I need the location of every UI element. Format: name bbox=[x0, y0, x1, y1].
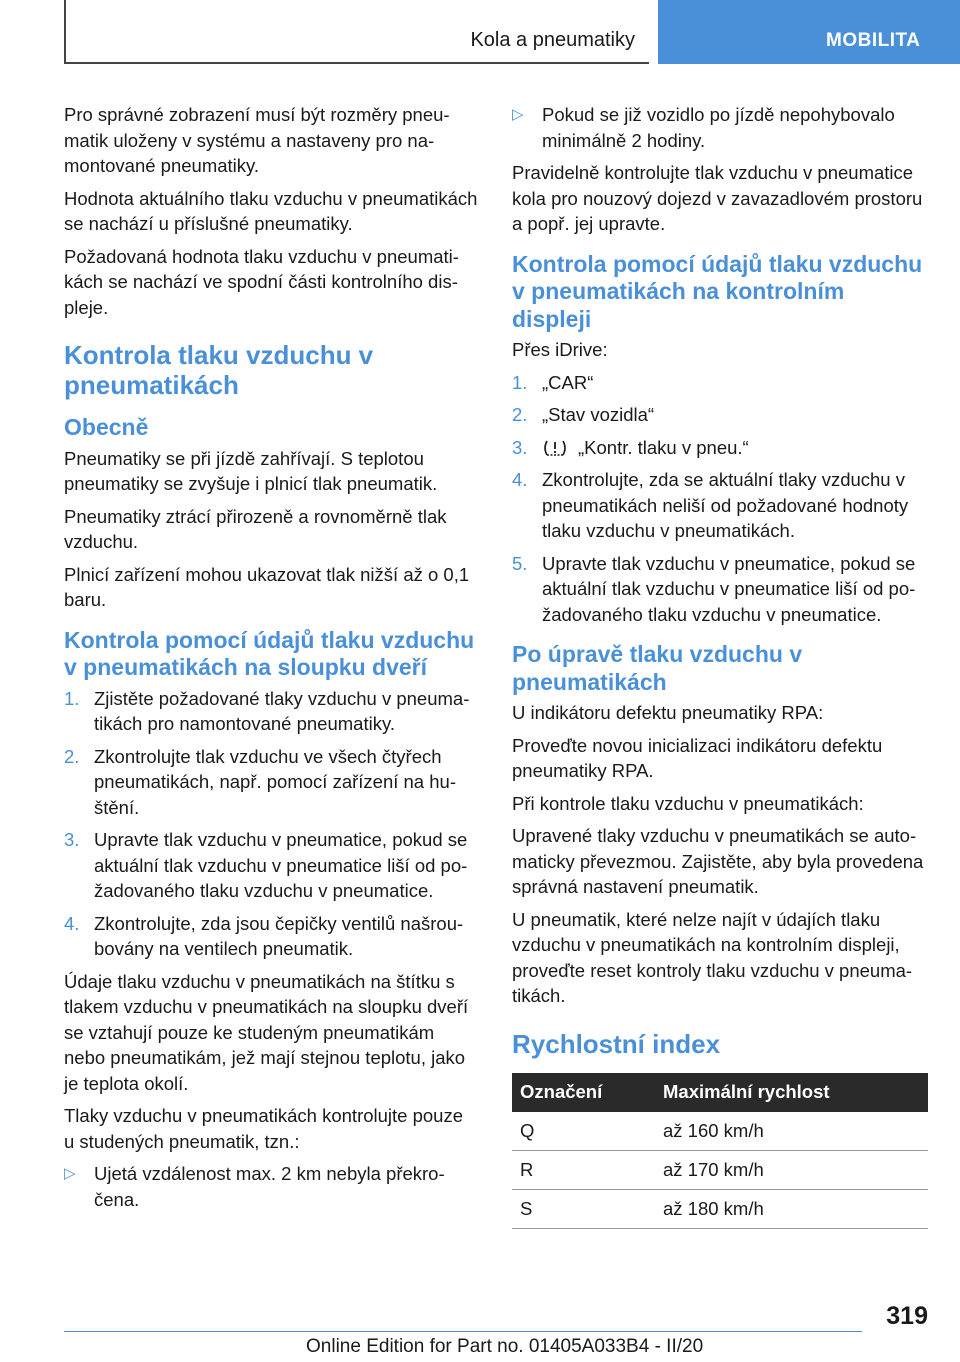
column-header: Maximální rychlost bbox=[655, 1073, 928, 1112]
subheading-door-pillar: Kontrola pomocí údajů tlaku vzduchu v pneumatikách na sloupku dveří bbox=[64, 626, 475, 680]
subheading-control-display: Kontrola pomocí údajů tlaku vzduchu v pneumatikách na kontrolním displeji bbox=[512, 250, 923, 332]
door-pillar-steps bbox=[64, 686, 478, 962]
after-adjustment-paragraph: Proveďte novou inicializaci indikátoru defektu pneumatiky RPA. bbox=[512, 734, 883, 781]
list-item bbox=[512, 370, 928, 396]
section-heading-speed-index: Rychlostní index bbox=[512, 1028, 721, 1059]
list-item bbox=[64, 686, 478, 737]
list-item bbox=[512, 102, 928, 153]
edition-footer: Online Edition for Part no. 01405A033B4 - II/20 bbox=[306, 1336, 704, 1357]
table-cell: S bbox=[512, 1190, 655, 1229]
step-text: Zkontrolujte, zda se aktuální tlaky vzduchu v pneumatikách neliší od požadované hodnoty tlaku vzduchu v pneumatikách. bbox=[542, 469, 909, 541]
list-item bbox=[512, 551, 928, 628]
page-header bbox=[0, 0, 960, 66]
step-text: „CAR“ bbox=[542, 371, 594, 393]
step-text: Zkontrolujte, zda jsou čepičky ventilů našroubovány na ventilech pneumatik. bbox=[94, 912, 464, 959]
step-number: 1. bbox=[64, 687, 80, 709]
chapter-title: Kola a pneumatiky bbox=[470, 29, 635, 51]
door-pillar-paragraph: Údaje tlaku vzduchu v pneumatikách na štítku s tlakem vzduchu v pneumatikách na sloupku dveří se vztahují pouze ke studeným pneumatikám nebo pneumatikám, jež mají stejnou teplotu, jako je teplota okolí. bbox=[64, 970, 469, 1094]
general-paragraph: Pneumatiky ztrácí přirozeně a rovnoměrně tlak vzduchu. bbox=[64, 505, 447, 552]
bullet-text: Ujetá vzdálenost max. 2 km nebyla překročena. bbox=[94, 1163, 445, 1210]
control-display-steps bbox=[512, 370, 928, 628]
triangle-bullet-icon: ▷ bbox=[64, 1165, 76, 1182]
triangle-bullet-icon: ▷ bbox=[512, 106, 524, 123]
idrive-intro: Přes iDrive: bbox=[512, 339, 608, 360]
speed-index-table bbox=[512, 1073, 928, 1230]
door-pillar-paragraph: Tlaky vzduchu v pneumatikách kontrolujte pouze u studených pneumatik, tzn.: bbox=[64, 1105, 463, 1152]
section-tab bbox=[658, 0, 960, 64]
cold-tire-conditions-cont bbox=[512, 102, 928, 153]
after-adjustment-paragraph: U pneumatik, které nelze najít v údajích tlaku vzduchu v pneumatikách na kontrolním displeji, proveďte reset kontroly tlaku vzduchu v pneumatikách. bbox=[512, 908, 913, 1006]
step-number: 3. bbox=[512, 436, 528, 458]
step-number: 3. bbox=[64, 829, 80, 850]
step-text: Zjistěte požadované tlaky vzduchu v pneumatikách pro namontované pneumatiky. bbox=[94, 687, 470, 734]
footer-divider bbox=[64, 1331, 862, 1332]
step-text: Upravte tlak vzduchu v pneumatice, pokud se aktuální tlak vzduchu v pneumatice liší od požadovaného tlaku vzduchu v pneumatice. bbox=[542, 552, 916, 625]
step-text: „Kontr. tlaku v pneu.“ bbox=[578, 436, 749, 458]
step-number: 5. bbox=[512, 552, 528, 574]
after-adjustment-paragraph: Při kontrole tlaku vzduchu v pneumatikách: bbox=[512, 792, 864, 814]
list-item bbox=[512, 402, 928, 428]
bullet-text: Pokud se již vozidlo po jízdě nepohybovalo minimálně 2 hodiny. bbox=[542, 104, 895, 151]
step-number: 2. bbox=[512, 404, 528, 425]
left-column bbox=[64, 102, 478, 1219]
step-text: Upravte tlak vzduchu v pneumatice, pokud se aktuální tlak vzduchu v pneumatice liší od požadovaného tlaku vzduchu v pneumatice. bbox=[94, 829, 468, 901]
section-label: MOBILITA bbox=[826, 30, 921, 51]
table-cell: až 160 km/h bbox=[655, 1112, 928, 1151]
table-header-row bbox=[512, 1073, 928, 1112]
intro-paragraph: Hodnota aktuálního tlaku vzduchu v pneumatikách se nachází u příslušné pneumatiky. bbox=[64, 187, 478, 234]
step-text: „Stav vozidla“ bbox=[542, 404, 655, 425]
step-number: 4. bbox=[512, 469, 528, 490]
list-item bbox=[64, 911, 478, 962]
subheading-general: Obecně bbox=[64, 414, 149, 440]
table-row bbox=[512, 1190, 928, 1229]
list-item bbox=[64, 744, 478, 821]
subheading-after-adjustment: Po úpravě tlaku vzduchu v pneumatikách bbox=[512, 641, 803, 695]
after-adjustment-paragraph: Upravené tlaky vzduchu v pneumatikách se automaticky převezmou. Zajistěte, aby byla provedena správná nastavení pneumatik. bbox=[512, 825, 924, 897]
step-number: 2. bbox=[64, 745, 80, 767]
step-text: Zkontrolujte tlak vzduchu ve všech čtyřech pneumatikách, např. pomocí zařízení na huštění. bbox=[94, 745, 456, 818]
list-item bbox=[64, 827, 478, 904]
right-column bbox=[512, 102, 928, 1229]
table-row bbox=[512, 1151, 928, 1190]
table-cell: Q bbox=[512, 1112, 655, 1151]
intro-paragraph: Požadovaná hodnota tlaku vzduchu v pneumatikách se nachází ve spodní části kontrolního displeje. bbox=[64, 245, 459, 318]
step-number: 1. bbox=[512, 371, 528, 393]
step-number: 4. bbox=[64, 912, 80, 934]
spare-wheel-paragraph: Pravidelně kontrolujte tlak vzduchu v pneumatice kola pro nouzový dojezd v zavazadlovém prostoru a popř. jej upravte. bbox=[512, 162, 923, 234]
section-heading-pressure-check: Kontrola tlaku vzduchu v pneumatikách bbox=[64, 340, 374, 400]
table-cell: až 170 km/h bbox=[655, 1151, 928, 1190]
cold-tire-conditions bbox=[64, 1161, 478, 1212]
column-header: Označení bbox=[512, 1073, 655, 1112]
table-cell: R bbox=[512, 1151, 655, 1190]
chapter-header-box bbox=[64, 0, 649, 64]
tire-pressure-warning-icon bbox=[542, 439, 568, 457]
page-number: 319 bbox=[886, 1302, 928, 1330]
list-item bbox=[512, 435, 928, 461]
after-adjustment-paragraph: U indikátoru defektu pneumatiky RPA: bbox=[512, 702, 824, 723]
general-paragraph: Pneumatiky se při jízdě zahřívají. S teplotou pneumatiky se zvyšuje i plnicí tlak pneumatik. bbox=[64, 447, 438, 494]
table-cell: až 180 km/h bbox=[655, 1190, 928, 1229]
table-row bbox=[512, 1112, 928, 1151]
list-item bbox=[64, 1161, 478, 1212]
list-item bbox=[512, 467, 928, 544]
intro-paragraph: Pro správné zobrazení musí být rozměry pneumatik uloženy v systému a nastaveny pro namontované pneumatiky. bbox=[64, 104, 450, 176]
general-paragraph: Plnicí zařízení mohou ukazovat tlak nižší až o 0,1 baru. bbox=[64, 563, 470, 610]
